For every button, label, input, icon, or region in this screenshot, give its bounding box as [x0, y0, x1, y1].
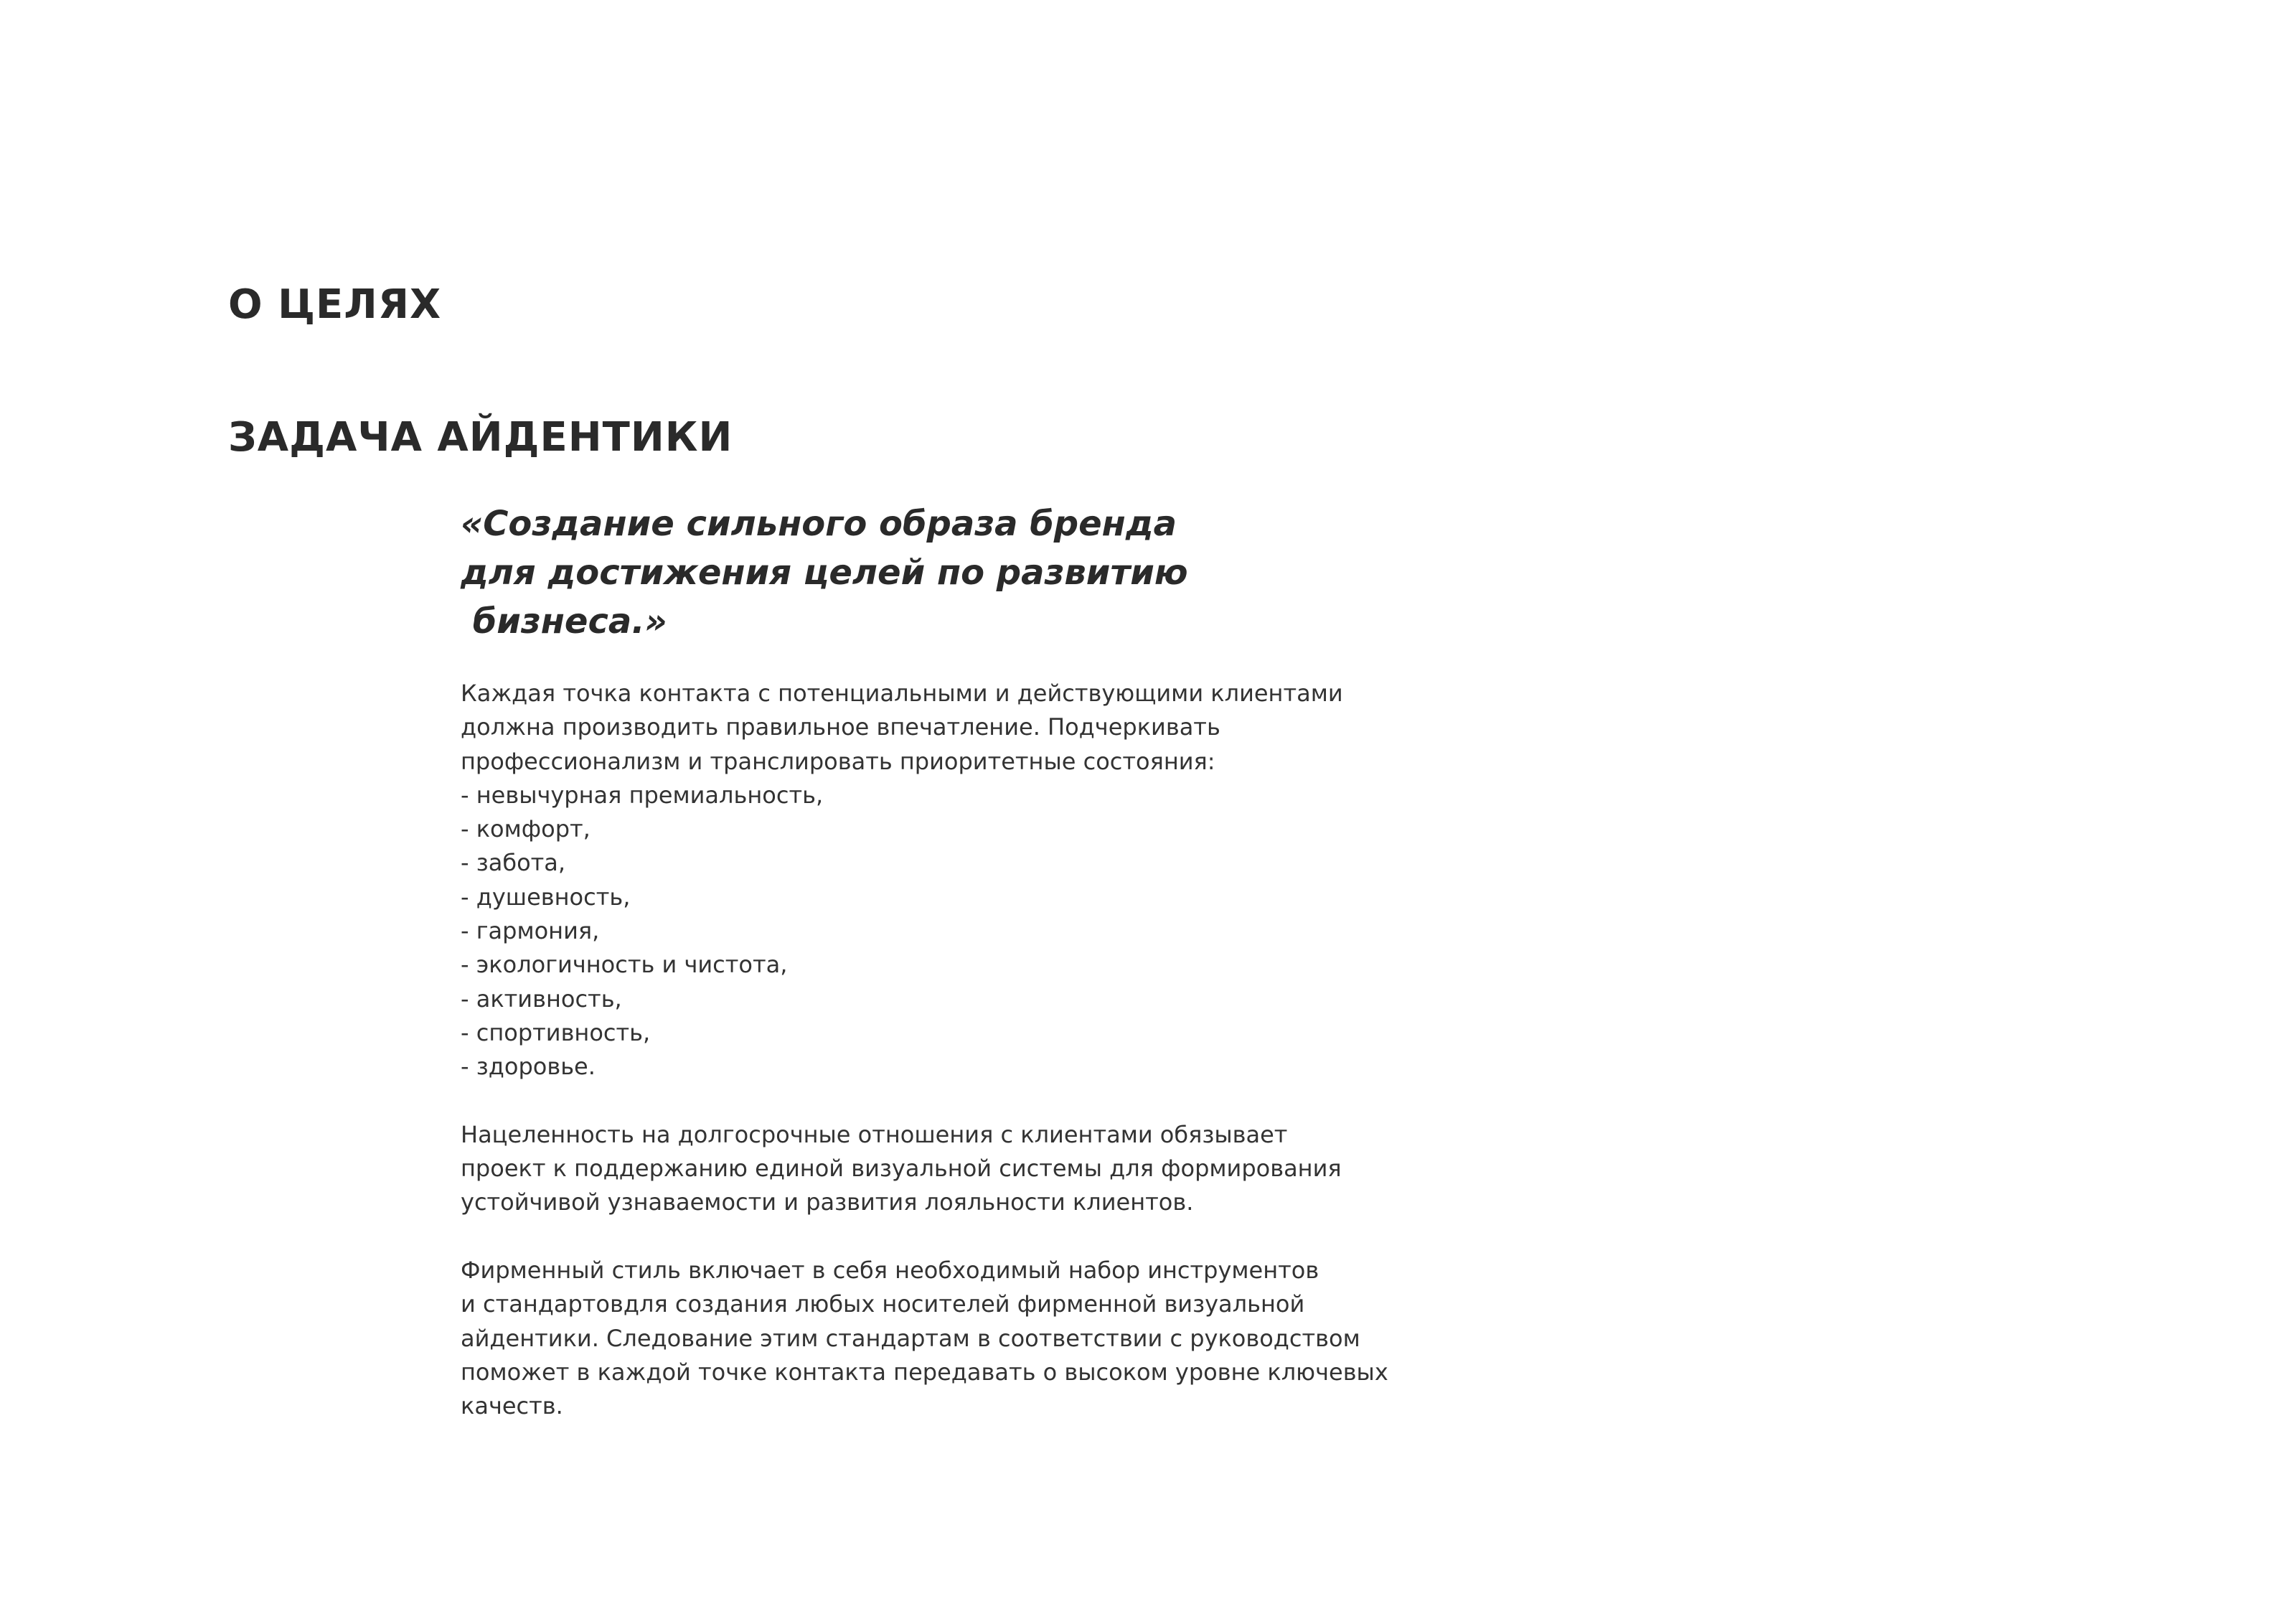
- list-item: - спортивность,: [461, 1018, 651, 1046]
- text-line: устойчивой узнаваемости и развития лояльности клиентов.: [461, 1188, 1194, 1216]
- priority-states-list: [461, 779, 1465, 1084]
- text-line: Фирменный стиль включает в себя необходимый набор инструментов: [461, 1257, 1319, 1285]
- text-line: проект к поддержанию единой визуальной системы для формирования: [461, 1155, 1342, 1183]
- relations-paragraph: [461, 1118, 1465, 1220]
- text-line: Нацеленность на долгосрочные отношения с клиентами обязывает: [461, 1120, 1288, 1148]
- list-item: - экологичность и чистота,: [461, 951, 788, 979]
- text-line: качеств.: [461, 1392, 563, 1420]
- list-item: - здоровье.: [461, 1053, 596, 1081]
- brand-style-paragraph: [461, 1254, 1465, 1423]
- paragraph-spacer: [461, 1220, 1465, 1254]
- list-item: - гармония,: [461, 917, 600, 945]
- list-item: - невычурная премиальность,: [461, 781, 824, 809]
- list-item: - комфорт,: [461, 815, 591, 843]
- text-line: поможет в каждой точке контакта передавать о высоком уровне ключевых: [461, 1358, 1388, 1386]
- section-title-goals: О ЦЕЛЯХ: [228, 281, 442, 328]
- section-title-identity-task: ЗАДАЧА АЙДЕНТИКИ: [228, 414, 733, 461]
- quote-line: бизнеса.»: [461, 601, 667, 642]
- quote-line: «Создание сильного образа бренда: [461, 504, 1177, 544]
- body-text: [461, 677, 1465, 1424]
- text-line: и стандартовдля создания любых носителей фирменной визуальной: [461, 1290, 1305, 1318]
- mission-quote: [461, 499, 1188, 646]
- list-item: - забота,: [461, 849, 566, 877]
- paragraph-spacer: [461, 1084, 1465, 1118]
- quote-line: для достижения целей по развитию: [461, 553, 1188, 593]
- intro-paragraph: [461, 677, 1465, 779]
- list-item: - активность,: [461, 985, 622, 1013]
- list-item: - душевность,: [461, 883, 631, 911]
- text-line: айдентики. Следование этим стандартам в соответствии с руководством: [461, 1324, 1360, 1352]
- text-line: профессионализм и транслировать приоритетные состояния:: [461, 747, 1215, 775]
- text-line: Каждая точка контакта с потенциальными и действующими клиентами: [461, 680, 1343, 707]
- text-line: должна производить правильное впечатление. Подчеркивать: [461, 713, 1220, 741]
